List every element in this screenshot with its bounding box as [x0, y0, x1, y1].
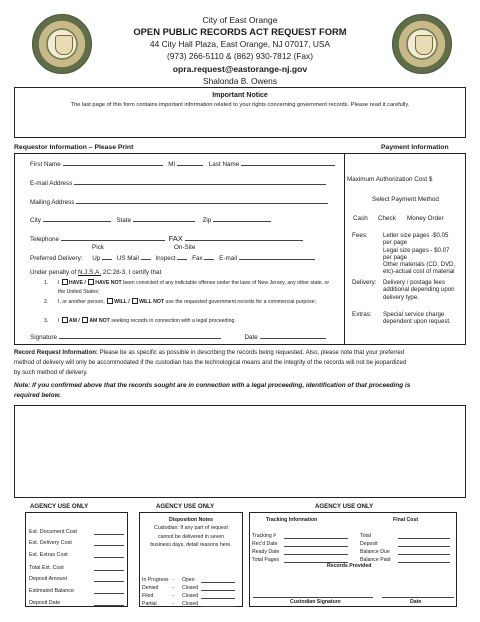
final-cost-label: Balance Paid	[360, 557, 391, 563]
cost-label: Deposit Amount	[29, 576, 68, 583]
signature-row	[30, 333, 326, 341]
agency-disposition-box	[139, 512, 243, 607]
delivery-fee-line2: additional depending upon	[383, 286, 455, 294]
fees-list	[383, 232, 455, 276]
final-cost-row	[360, 531, 456, 539]
cost-field[interactable]	[94, 552, 124, 558]
cost-label: Est. Delivery Cost	[29, 540, 72, 547]
city-field[interactable]	[43, 216, 111, 222]
have-not-label: HAVE NOT	[95, 280, 122, 286]
tracking-label: Total Pages	[252, 557, 280, 563]
cert1-text	[58, 279, 334, 296]
cost-field[interactable]	[94, 529, 124, 535]
fee-letter: Letter size pages -$0.05	[383, 232, 449, 239]
delivery-fee-label: Delivery:	[352, 279, 377, 286]
cost-label: Total Est. Cost	[29, 564, 64, 571]
cost-field[interactable]	[94, 565, 124, 571]
status-row	[142, 575, 242, 583]
delivery-usmail-option[interactable]: US Mail	[116, 255, 139, 262]
record-request-line2: method of delivery will only be accommodated if the custodian has the technological means and the integrity of the records will not be jeopardized	[14, 359, 407, 366]
telephone-label: Telephone	[30, 236, 60, 243]
penalty-law: N.J.S.A.	[77, 269, 102, 276]
cert3-rest: seeking records in connection with a legal proceeding.	[111, 318, 236, 324]
requestor-heading: Requestor Information – Please Print	[14, 144, 134, 151]
fee-other: Other materials (CD, DVD,	[383, 261, 456, 269]
mi-field[interactable]	[177, 160, 203, 166]
date-field[interactable]	[260, 333, 326, 339]
agency-use-heading-3: AGENCY USE ONLY	[315, 503, 374, 510]
status-field[interactable]	[201, 577, 235, 583]
cost-field[interactable]	[94, 576, 124, 582]
tracking-row	[252, 555, 352, 563]
city-state-zip-row	[30, 216, 271, 224]
custodian-signature-field[interactable]	[253, 592, 373, 598]
record-request-line3: by such method of delivery.	[14, 369, 88, 376]
cost-label: Est. Extras Cost	[29, 551, 68, 558]
have-not-checkbox[interactable]	[88, 279, 94, 285]
phones: (973) 266-5110 & (862) 930-7812 (Fax)	[166, 51, 314, 61]
penalty-suffix: 2C:28-3, I certify that	[101, 269, 162, 276]
fee-letter-unit: per page	[383, 239, 408, 247]
cost-row	[29, 571, 124, 583]
fee-other-detail: etc)-actual cost of material	[383, 268, 455, 276]
fee-legal-unit: per page	[383, 253, 408, 261]
delivery-fax-option[interactable]: Fax	[192, 255, 203, 262]
notice-text: The last page of this form contains important information related to your rights concerning government records. Please read it carefully.	[70, 102, 410, 108]
first-name-row	[30, 160, 335, 168]
am-not-label: AM NOT	[89, 318, 110, 324]
delivery-usmail-field[interactable]	[141, 254, 151, 260]
note-line1: Note: If you confirmed above that the records sought are in connection with a legal proceeding, identification of that proceeding is	[14, 382, 411, 389]
am-not-checkbox[interactable]	[82, 317, 88, 323]
mi-label: MI	[168, 161, 176, 168]
first-name-label: First Name	[30, 161, 61, 168]
delivery-fee-line3: delivery type.	[383, 293, 419, 301]
fax-field[interactable]	[185, 235, 303, 241]
delivery-up-option[interactable]: Up	[92, 255, 101, 262]
cost-row	[29, 535, 124, 547]
status-left: Denied	[142, 585, 159, 591]
tracking-label: Ready Date	[252, 549, 280, 555]
cost-field[interactable]	[94, 540, 124, 546]
custodian-date-label: Date	[410, 599, 422, 605]
email-label: E-mail Address	[30, 180, 73, 187]
tracking-field[interactable]	[284, 533, 348, 539]
status-right: Closed	[182, 601, 199, 607]
status-right: Closed	[182, 585, 199, 591]
penalty-line	[30, 269, 161, 276]
onsite-label: On-Site	[174, 244, 196, 251]
cert1-rest: been convicted of any indictable offense under the laws of New Jersey, any other state, or the United States;	[58, 280, 330, 295]
will-checkbox[interactable]	[107, 298, 113, 304]
tracking-row	[252, 547, 352, 555]
agency-cost-box	[25, 512, 128, 607]
zip-field[interactable]	[213, 216, 271, 222]
status-field[interactable]	[201, 601, 235, 607]
extras-line2: dependent upon request.	[383, 318, 451, 326]
payment-check-option[interactable]: Check	[378, 215, 396, 222]
cert2-text	[58, 298, 334, 307]
signature-label: Signature	[30, 334, 57, 341]
cert3-i: I	[58, 318, 60, 324]
extras-text	[383, 311, 451, 326]
status-left: Filed	[142, 593, 154, 599]
cert2-rest: use the requested government records for a commercial purpose;	[165, 299, 317, 305]
cost-row	[29, 558, 124, 571]
status-dash: -	[172, 593, 174, 599]
am-checkbox[interactable]	[62, 317, 68, 323]
final-cost-field[interactable]	[398, 549, 450, 555]
first-name-field[interactable]	[63, 160, 163, 166]
state-field[interactable]	[133, 216, 195, 222]
delivery-fax-field[interactable]	[204, 254, 214, 260]
mailing-row	[30, 198, 328, 206]
delivery-row	[30, 254, 315, 262]
telephone-field[interactable]	[61, 235, 165, 241]
tracking-label: Tracking #	[252, 533, 277, 539]
disposition-text	[140, 524, 242, 550]
will-label: WILL /	[114, 299, 130, 305]
will-not-label: WILL NOT	[139, 299, 165, 305]
final-cost-field[interactable]	[398, 541, 450, 547]
final-cost-label: Total	[360, 533, 371, 539]
cost-label: Deposit Date	[29, 599, 61, 606]
final-cost-row	[360, 555, 456, 563]
status-dash: -	[172, 601, 174, 607]
email-row	[30, 179, 326, 187]
address: 44 City Hall Plaza, East Orange, NJ 07017, USA	[149, 39, 331, 49]
status-dash: -	[172, 577, 174, 583]
agency-tracking-box	[249, 512, 457, 607]
penalty-prefix: Under penalty of	[30, 269, 78, 276]
fees-label: Fees:	[352, 232, 368, 239]
form-title: OPEN PUBLIC RECORDS ACT REQUEST FORM	[133, 26, 347, 37]
cost-field[interactable]	[94, 600, 124, 606]
record-request-info	[14, 348, 466, 378]
email-field[interactable]	[74, 179, 326, 185]
tracking-row	[252, 539, 352, 547]
payment-heading: Payment Information	[381, 144, 449, 151]
status-left: In Progress	[142, 577, 169, 583]
delivery-email-option[interactable]: E-mail	[219, 255, 238, 262]
tracking-row	[252, 531, 352, 539]
status-right: Closed	[182, 593, 199, 599]
email-address[interactable]: opra.request@eastorange-nj.gov	[172, 64, 308, 74]
am-label: AM /	[68, 318, 80, 324]
cert1-i: I	[58, 280, 60, 286]
pick-label: Pick	[92, 244, 104, 251]
cost-row	[29, 582, 124, 594]
column-divider	[344, 153, 345, 345]
max-cost-label: Maximum Authorization Cost $	[347, 176, 433, 183]
disposition-line1: Custodian: If any part of request	[154, 525, 228, 531]
final-cost-title: Final Cost	[393, 517, 419, 523]
have-checkbox[interactable]	[62, 279, 68, 285]
fee-legal: Legal size pages - $0.07	[383, 246, 450, 254]
cost-label: Estimated Balance	[29, 587, 74, 594]
cert3-number: 3.	[44, 318, 49, 324]
disposition-line3: business days, detail reasons here.	[150, 542, 232, 549]
legal-proceeding-note	[14, 381, 466, 401]
tracking-label: Rec'd Date	[252, 541, 278, 547]
cost-row	[29, 523, 124, 535]
notice-heading: Important Notice	[212, 92, 268, 99]
request-description-box[interactable]	[14, 405, 466, 498]
mailing-label: Mailing Address	[30, 199, 75, 206]
status-field[interactable]	[201, 593, 235, 599]
preferred-delivery-label: Preferred Delivery:	[30, 255, 83, 262]
tracking-field[interactable]	[284, 549, 348, 555]
extras-label: Extras:	[352, 311, 372, 318]
last-name-field[interactable]	[241, 160, 335, 166]
disposition-line2: cannot be delivered in seven	[157, 533, 225, 540]
date-label: Date	[244, 334, 258, 341]
important-notice-box	[14, 87, 466, 138]
cost-label: Est. Document Cost	[29, 528, 77, 535]
delivery-fee-text	[383, 279, 455, 301]
disposition-title: Disposition Notes	[168, 517, 214, 523]
cost-row	[29, 594, 124, 606]
agency-use-heading-1: AGENCY USE ONLY	[30, 503, 89, 510]
custodian-signature-label: Custodian Signature	[290, 599, 341, 605]
delivery-inspect-field[interactable]	[177, 254, 187, 260]
status-left: Partial	[142, 601, 157, 607]
payment-money-order-option[interactable]: Money Order	[407, 215, 444, 222]
telephone-row	[30, 234, 303, 243]
tracking-title: Tracking Information	[266, 517, 318, 523]
state-label: State	[116, 217, 132, 224]
final-cost-label: Balance Due	[360, 549, 390, 555]
final-cost-row	[360, 539, 456, 547]
delivery-inspect-option[interactable]: Inspect	[155, 255, 176, 262]
cert3-text	[58, 317, 334, 326]
zip-label: Zip	[202, 217, 212, 224]
have-label: HAVE /	[68, 280, 86, 286]
clerk-name: Shalonda B. Owens	[202, 76, 278, 86]
last-name-label: Last Name	[208, 161, 240, 168]
note-line2: required below.	[14, 392, 61, 399]
payment-cash-option[interactable]: Cash	[353, 215, 368, 222]
custodian-date-field[interactable]	[382, 592, 454, 598]
final-cost-label: Deposit	[360, 541, 378, 547]
fax-label: FAX	[168, 234, 183, 243]
delivery-email-field[interactable]	[239, 254, 315, 260]
status-field[interactable]	[201, 585, 235, 591]
extras-line1: Special service charge	[383, 311, 445, 318]
city-label: City	[30, 217, 41, 224]
final-cost-row	[360, 547, 456, 555]
status-row	[142, 583, 242, 591]
records-provided-label: Records Provided	[327, 563, 372, 569]
final-cost-field[interactable]	[398, 533, 450, 539]
record-request-label: Record Request Information:	[14, 349, 98, 356]
select-payment-label: Select Payment Method	[372, 196, 439, 203]
cost-field[interactable]	[94, 588, 124, 594]
mailing-field[interactable]	[76, 198, 328, 204]
delivery-fee-line1: Delivery / postage fees	[383, 279, 445, 286]
will-not-checkbox[interactable]	[132, 298, 138, 304]
status-dash: -	[172, 585, 174, 591]
cert2-number: 2.	[44, 299, 49, 305]
city-name: City of East Orange	[202, 15, 278, 25]
record-request-line1: Please be as specific as possible in describing the records being requested. Also, please note that your preferred	[97, 349, 405, 356]
final-cost-field[interactable]	[398, 557, 450, 563]
tracking-field[interactable]	[284, 541, 348, 547]
cost-row	[29, 546, 124, 558]
delivery-up-field[interactable]	[102, 254, 112, 260]
cert1-number: 1.	[44, 280, 49, 286]
signature-field[interactable]	[59, 333, 221, 339]
status-row	[142, 591, 242, 599]
agency-use-heading-2: AGENCY USE ONLY	[156, 503, 215, 510]
status-row	[142, 599, 242, 607]
status-right: Open	[182, 577, 195, 583]
cert2-a: I, or another person,	[58, 299, 105, 305]
